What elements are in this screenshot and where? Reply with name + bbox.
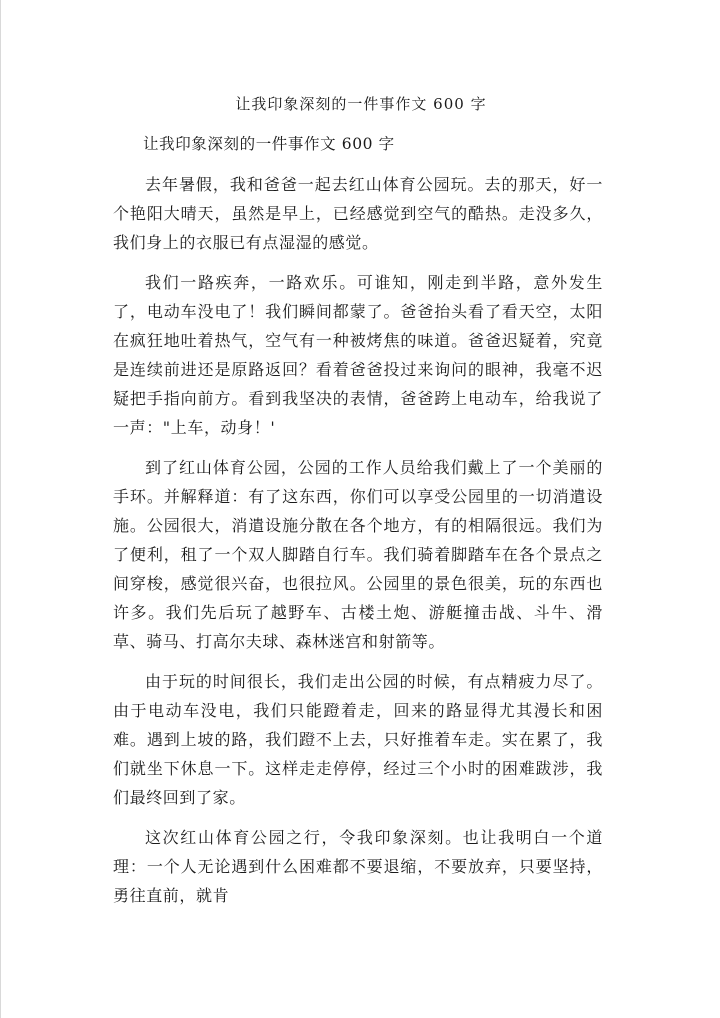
document-title: 让我印象深刻的一件事作文 600 字	[235, 95, 487, 113]
document-body	[113, 130, 603, 921]
paragraph-2: 我们一路疾奔，一路欢乐。可谁知，刚走到半路，意外发生了，电动车没电了！我们瞬间都蒙了。爸爸抬头看了看天空，太阳在疯狂地吐着热气，空气有一种被烤焦的味道。爸爸迟疑着，究竟是连续前进还是原路返回？看着爸爸投过来询问的眼神，我毫不迟疑把手指向前方。看到我坚决的表情，爸爸跨上电动车，给我说了一声："上车，动身！'	[113, 273, 603, 437]
paragraph-4: 由于玩的时间很长，我们走出公园的时候，有点精疲力尽了。由于电动车没电，我们只能蹬着走，回来的路显得尤其漫长和困难。遇到上坡的路，我们蹬不上去，只好推着车走。实在累了，我们就坐下休息一下。这样走走停停，经过三个小时的困难跋涉，我们最终回到了家。	[113, 672, 603, 807]
paragraph-5: 这次红山体育公园之行，令我印象深刻。也让我明白一个道理：一个人无论遇到什么困难都不要退缩，不要放弃，只要坚持，勇往直前，就肯	[113, 828, 603, 905]
document-subtitle: 让我印象深刻的一件事作文 600 字	[143, 135, 395, 153]
paragraph-3: 到了红山体育公园，公园的工作人员给我们戴上了一个美丽的手环。并解释道：有了这东西，你们可以享受公园里的一切消遣设施。公园很大，消遣设施分散在各个地方，有的相隔很远。我们为了便利，租了一个双人脚踏自行车。我们骑着脚踏车在各个景点之间穿梭，感觉很兴奋，也很拉风。公园里的景色很美，玩的东西也许多。我们先后玩了越野车、古楼土炮、游艇撞击战、斗牛、滑草、骑马、打高尔夫球、森林迷宫和射箭等。	[113, 458, 603, 651]
paragraph-1: 去年暑假，我和爸爸一起去红山体育公园玩。去的那天，好一个艳阳大晴天，虽然是早上，已经感觉到空气的酷热。走没多久，我们身上的衣服已有点湿湿的感觉。	[113, 175, 603, 252]
